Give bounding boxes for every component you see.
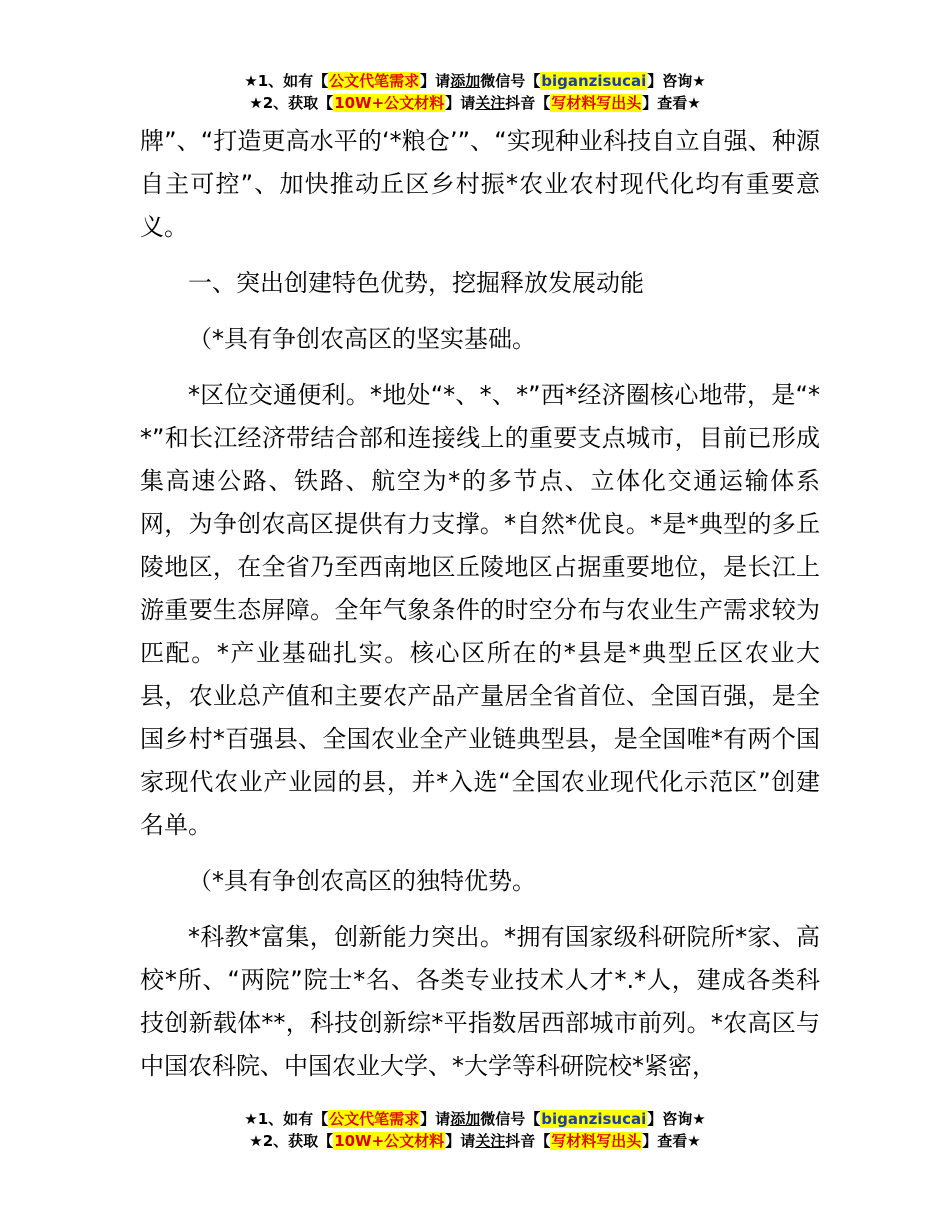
- highlight-label: 公文代笔需求: [329, 1110, 420, 1128]
- highlight-label: 10W+公文材料: [334, 94, 445, 112]
- banner-text: 】请: [420, 72, 451, 90]
- underlined-text: 添加: [450, 72, 481, 90]
- document-body: [140, 120, 820, 1088]
- banner-text: 抖音【: [505, 94, 551, 112]
- section-heading: 一、突出创建特色优势，挖掘释放发展动能: [188, 269, 644, 297]
- banner-text: 微信号【: [480, 72, 541, 90]
- subsection-heading: （*具有争创农高区的独特优势。: [188, 867, 536, 895]
- paragraph: 牌”、“打造更高水平的‘*粮仓’”、“实现种业科技自立自强、种源自主可控”、加快推动丘区乡村振*农业农村现代化均有重要意义。: [140, 127, 820, 241]
- banner-line-2: [0, 1130, 950, 1152]
- paragraph: *区位交通便利。*地处“*、*、*”西*经济圈核心地带，是“**”和长江经济带结合部和连接线上的重要支点城市，目前已形成集高速公路、铁路、航空为*的多节点、立体化交通运输体系网，为争创农高区提供有力支撑。*自然*优良。*是*典型的多丘陵地区，在全省乃至西南地区丘陵地区占据重要地位，是长江上游重要生态屏障。全年气象条件的时空分布与农业生产需求较为匹配。*产业基础扎实。核心区所在的*县是*典型丘区农业大县，农业总产值和主要农产品产量居全省首位、全国百强，是全国乡村*百强县、全国农业全产业链典型县，是全国唯*有两个国家现代农业产业园的县，并*入选“全国农业现代化示范区”创建名单。: [140, 381, 820, 839]
- banner-line-2: [0, 92, 950, 114]
- highlight-label: 10W+公文材料: [334, 1132, 445, 1150]
- douyin-account: 写材料写出头: [551, 1132, 642, 1150]
- underlined-text: 关注: [475, 94, 506, 112]
- banner-text: 】请: [420, 1110, 451, 1128]
- highlight-label: 公文代笔需求: [329, 72, 420, 90]
- douyin-account: 写材料写出头: [551, 94, 642, 112]
- paragraph: *科教*富集，创新能力突出。*拥有国家级科研院所*家、高校*所、“两院”院士*名、各类专业技术人才*.*人，建成各类科技创新载体**，科技创新综*平指数居西部城市前列。*农高区与中国农科院、中国农业大学、*大学等科研院校*紧密，: [140, 923, 820, 1080]
- banner-text: 】请: [445, 1132, 476, 1150]
- banner-text: 抖音【: [505, 1132, 551, 1150]
- underlined-text: 关注: [475, 1132, 506, 1150]
- wechat-id: biganzisucai: [541, 1110, 647, 1128]
- wechat-id: biganzisucai: [541, 72, 647, 90]
- banner-text: 】咨询★: [647, 72, 706, 90]
- subsection-heading: （*具有争创农高区的坚实基础。: [188, 325, 536, 353]
- banner-text: 】咨询★: [647, 1110, 706, 1128]
- banner-line-1: [0, 1108, 950, 1130]
- banner-text: 】查看★: [642, 1132, 701, 1150]
- banner-text: 】请: [445, 94, 476, 112]
- header-banner: [0, 70, 950, 114]
- banner-line-1: [0, 70, 950, 92]
- banner-text: ★1、如有【: [244, 72, 329, 90]
- banner-text: ★2、获取【: [249, 1132, 334, 1150]
- banner-text: 微信号【: [480, 1110, 541, 1128]
- banner-text: ★2、获取【: [249, 94, 334, 112]
- underlined-text: 添加: [450, 1110, 481, 1128]
- footer-banner: [0, 1108, 950, 1152]
- banner-text: ★1、如有【: [244, 1110, 329, 1128]
- banner-text: 】查看★: [642, 94, 701, 112]
